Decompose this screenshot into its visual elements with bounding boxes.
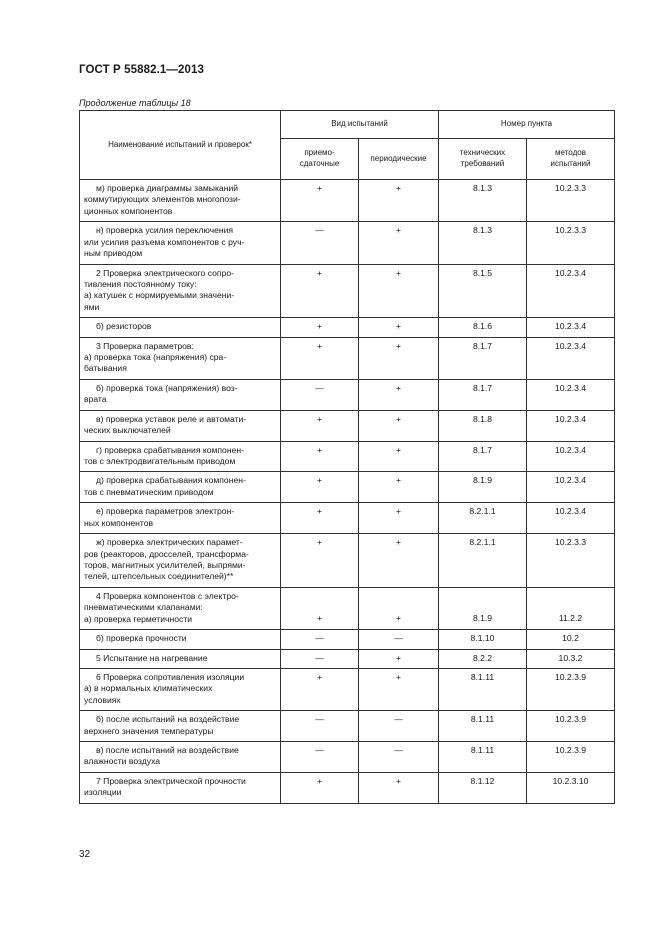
test-name-cell	[80, 441, 281, 472]
test-name-line: ных компонентов	[84, 517, 154, 528]
page-number: 32	[79, 849, 91, 860]
test-name-line: ным приводом	[84, 248, 143, 259]
table-row	[80, 772, 615, 803]
test-name-line: д) проверка срабатывания компонен-	[96, 475, 246, 486]
test-name-line: е) проверка параметров электрон-	[96, 506, 235, 517]
periodic-cell: +	[359, 379, 439, 410]
tech-req-cell: 8.1.7	[439, 379, 527, 410]
table-caption: Продолжение таблицы 18	[79, 98, 191, 108]
methods-cell: 10.2.3.4	[527, 503, 615, 534]
methods-cell: 10.2.3.4	[527, 318, 615, 337]
test-name-cell	[80, 264, 281, 318]
test-name-cell	[80, 222, 281, 264]
test-name-cell	[80, 772, 281, 803]
test-name-line: 3 Проверка параметров:	[96, 340, 194, 351]
table-row	[80, 534, 615, 588]
test-name-line: а) проверка герметичности	[84, 613, 193, 624]
test-name-cell	[80, 472, 281, 503]
column-header-clause-number: Номер пункта	[439, 111, 615, 139]
methods-cell: 11.2.2	[527, 587, 615, 629]
test-name-line: н) проверка усилия переключения	[96, 225, 234, 236]
methods-cell: 10.2.3.4	[527, 410, 615, 441]
acceptance-cell: —	[281, 649, 359, 668]
test-name-cell	[80, 534, 281, 588]
test-table	[79, 110, 615, 804]
tech-req-cell: 8.1.6	[439, 318, 527, 337]
periodic-cell: +	[359, 222, 439, 264]
column-header-name: Наименование испытаний и проверок*	[80, 111, 281, 180]
test-name-line: изоляции	[84, 787, 122, 798]
periodic-cell: +	[359, 534, 439, 588]
test-name-cell	[80, 668, 281, 710]
test-name-line: б) после испытаний на воздействие	[96, 714, 240, 725]
periodic-cell: +	[359, 410, 439, 441]
table-row	[80, 742, 615, 773]
tech-req-cell: 8.1.3	[439, 222, 527, 264]
acceptance-cell: +	[281, 441, 359, 472]
table-row	[80, 441, 615, 472]
periodic-cell: —	[359, 711, 439, 742]
table-row	[80, 587, 615, 629]
tech-req-cell: 8.1.5	[439, 264, 527, 318]
periodic-cell: +	[359, 318, 439, 337]
test-name-line: в) после испытаний на воздействие	[96, 745, 239, 756]
acceptance-cell: —	[281, 379, 359, 410]
test-name-line: ционных компонентов	[84, 205, 173, 216]
test-name-line: б) проверка прочности	[96, 633, 187, 644]
table-row	[80, 410, 615, 441]
test-name-line: тов с электродвигательным приводом	[84, 456, 236, 467]
methods-cell: 10.2.3.4	[527, 337, 615, 379]
column-header-test-methods: методов испытаний	[527, 139, 615, 180]
periodic-cell: +	[359, 587, 439, 629]
tech-req-cell: 8.1.11	[439, 668, 527, 710]
test-name-line: 2 Проверка электрического сопро-	[96, 267, 234, 278]
methods-cell: 10.2.3.4	[527, 472, 615, 503]
acceptance-cell: +	[281, 668, 359, 710]
table-row	[80, 337, 615, 379]
test-name-line: м) проверка диаграммы замыканий	[96, 183, 239, 193]
periodic-cell: —	[359, 742, 439, 773]
periodic-cell: +	[359, 668, 439, 710]
test-name-cell	[80, 503, 281, 534]
test-name-cell	[80, 649, 281, 668]
methods-cell: 10.2.3.3	[527, 180, 615, 222]
test-name-cell	[80, 337, 281, 379]
test-name-line: влажности воздуха	[84, 756, 161, 767]
methods-cell: 10.2	[527, 630, 615, 649]
tech-req-cell: 8.2.1.1	[439, 503, 527, 534]
test-name-line: пневматическими клапанами:	[84, 602, 203, 613]
test-name-line: б) проверка тока (напряжения) воз-	[96, 382, 238, 393]
tech-req-cell: 8.1.7	[439, 337, 527, 379]
table-row	[80, 472, 615, 503]
test-name-line: в) проверка уставок реле и автомати-	[96, 413, 247, 424]
acceptance-cell: +	[281, 772, 359, 803]
table-row	[80, 222, 615, 264]
tech-req-cell: 8.2.1.1	[439, 534, 527, 588]
test-name-line: или усилия разъема компонентов с руч-	[84, 236, 245, 247]
acceptance-cell: +	[281, 410, 359, 441]
test-name-line: тов с пневматическим приводом	[84, 486, 214, 497]
periodic-cell: +	[359, 264, 439, 318]
test-name-line: ж) проверка электрических парамет-	[96, 537, 243, 548]
acceptance-cell: +	[281, 180, 359, 222]
test-name-cell	[80, 318, 281, 337]
column-header-periodic: периодические	[359, 139, 439, 180]
tech-req-cell: 8.1.9	[439, 587, 527, 629]
tech-req-cell: 8.1.3	[439, 180, 527, 222]
table-row	[80, 649, 615, 668]
test-name-line: ческих выключателей	[84, 425, 171, 436]
tech-req-cell: 8.2.2	[439, 649, 527, 668]
test-name-cell	[80, 587, 281, 629]
periodic-cell: +	[359, 649, 439, 668]
acceptance-cell: +	[281, 318, 359, 337]
methods-cell: 10.3.2	[527, 649, 615, 668]
test-name-line: коммутирующих элементов многопози-	[84, 194, 241, 205]
tech-req-cell: 8.1.12	[439, 772, 527, 803]
test-name-line: б) резисторов	[96, 321, 152, 332]
test-name-cell	[80, 630, 281, 649]
acceptance-cell: +	[281, 587, 359, 629]
test-name-line: торов, магнитных усилителей, выпрями-	[84, 559, 246, 570]
test-name-cell	[80, 180, 281, 222]
tech-req-cell: 8.1.11	[439, 742, 527, 773]
tech-req-cell: 8.1.10	[439, 630, 527, 649]
tech-req-cell: 8.1.7	[439, 441, 527, 472]
acceptance-cell: —	[281, 630, 359, 649]
test-name-line: условиях	[84, 694, 121, 705]
test-name-line: а) проверка тока (напряжения) сра-	[84, 352, 227, 363]
methods-cell: 10.2.3.9	[527, 668, 615, 710]
test-name-line: ров (реакторов, дросселей, трансформа-	[84, 548, 249, 559]
test-name-line: тивления постоянному току:	[84, 278, 197, 289]
acceptance-cell: +	[281, 337, 359, 379]
methods-cell: 10.2.3.3	[527, 534, 615, 588]
test-name-line: 5 Испытание на нагревание	[96, 652, 208, 663]
methods-cell: 10.2.3.4	[527, 379, 615, 410]
periodic-cell: +	[359, 472, 439, 503]
table-row	[80, 503, 615, 534]
column-header-acceptance: приемо-сдаточные	[281, 139, 359, 180]
tech-req-cell: 8.1.11	[439, 711, 527, 742]
table-row	[80, 379, 615, 410]
periodic-cell: +	[359, 772, 439, 803]
methods-cell: 10.2.3.10	[527, 772, 615, 803]
methods-cell: 10.2.3.3	[527, 222, 615, 264]
acceptance-cell: +	[281, 264, 359, 318]
periodic-cell: +	[359, 180, 439, 222]
acceptance-cell: —	[281, 711, 359, 742]
test-name-line: 6 Проверка сопротивления изоляции	[96, 671, 245, 682]
periodic-cell: +	[359, 441, 439, 472]
acceptance-cell: +	[281, 472, 359, 503]
column-header-tech-req: технических требований	[439, 139, 527, 180]
tech-req-cell: 8.1.9	[439, 472, 527, 503]
test-name-line: 7 Проверка электрической прочности	[96, 775, 246, 786]
document-header: ГОСТ Р 55882.1—2013	[79, 64, 204, 76]
test-name-cell	[80, 379, 281, 410]
methods-cell: 10.2.3.4	[527, 441, 615, 472]
test-name-line: а) катушек с нормируемыми значени-	[84, 290, 235, 301]
table-row	[80, 630, 615, 649]
table-row	[80, 318, 615, 337]
test-name-line: верхнего значения температуры	[84, 725, 214, 736]
table-row	[80, 668, 615, 710]
acceptance-cell: —	[281, 742, 359, 773]
periodic-cell: —	[359, 630, 439, 649]
methods-cell: 10.2.3.9	[527, 742, 615, 773]
test-name-line: ями	[84, 301, 100, 312]
periodic-cell: +	[359, 337, 439, 379]
test-name-line: врата	[84, 394, 107, 405]
acceptance-cell: +	[281, 503, 359, 534]
table-row	[80, 180, 615, 222]
test-name-line: а) в нормальных климатических	[84, 683, 213, 694]
test-name-cell	[80, 711, 281, 742]
test-name-cell	[80, 410, 281, 441]
test-name-line: г) проверка срабатывания компонен-	[96, 444, 244, 455]
test-name-cell	[80, 742, 281, 773]
tech-req-cell: 8.1.8	[439, 410, 527, 441]
test-name-line: 4 Проверка компонентов с электро-	[96, 590, 239, 601]
table-row	[80, 711, 615, 742]
acceptance-cell: +	[281, 534, 359, 588]
test-name-line: батывания	[84, 363, 127, 374]
periodic-cell: +	[359, 503, 439, 534]
methods-cell: 10.2.3.9	[527, 711, 615, 742]
methods-cell: 10.2.3.4	[527, 264, 615, 318]
column-header-test-type: Вид испытаний	[281, 111, 439, 139]
test-name-line: телей, штепсельных соединителей)**	[84, 571, 234, 582]
acceptance-cell: —	[281, 222, 359, 264]
table-row	[80, 264, 615, 318]
